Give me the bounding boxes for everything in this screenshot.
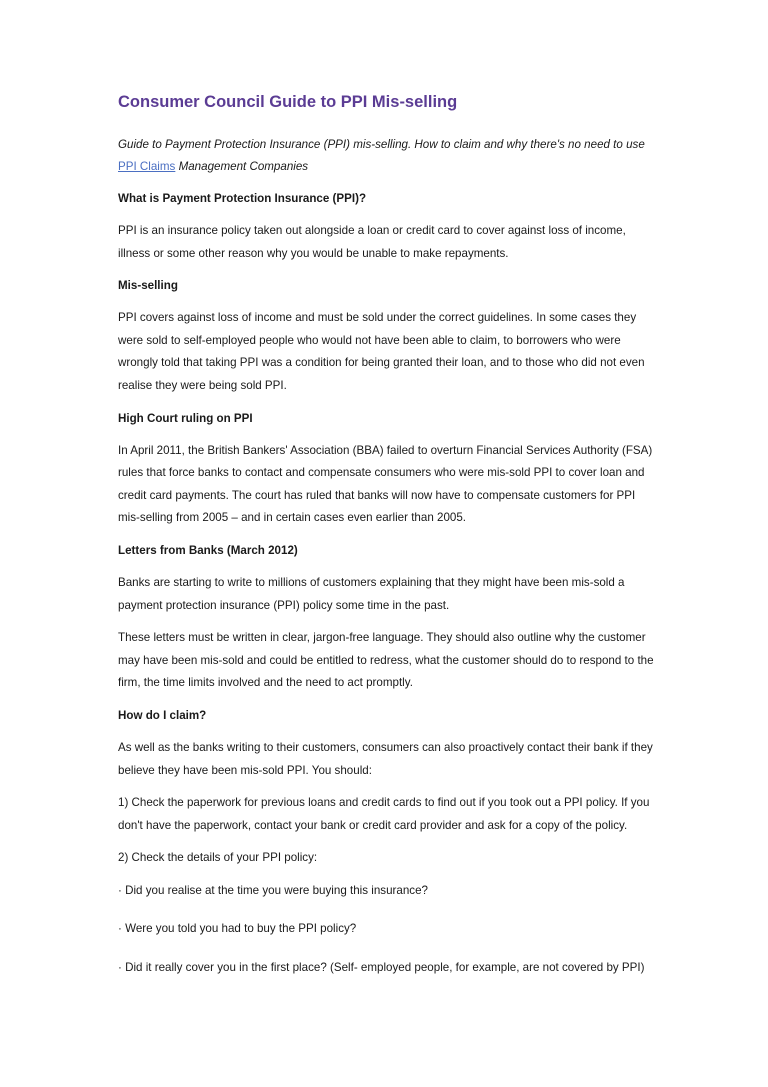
- section-heading-letters: Letters from Banks (March 2012): [118, 543, 298, 557]
- paragraph-claim-step-1: 1) Check the paperwork for previous loans and credit cards to find out if you took out a PPI policy. If you don't have the paperwork, contact your bank or credit card provider and ask for a copy of the policy.: [118, 796, 650, 832]
- paragraph-letters-2: These letters must be written in clear, jargon-free language. They should also outline why the customer may have been mis-sold and could be entitled to redress, what the customer should do to respond to the firm, the time limits involved and the need to act promptly.: [118, 631, 654, 690]
- paragraph-claim-intro: As well as the banks writing to their customers, consumers can also proactively contact their bank if they believe they have been mis-sold PPI. You should:: [118, 740, 653, 777]
- document-title: Consumer Council Guide to PPI Mis-selling: [118, 93, 458, 111]
- paragraph-what-is-ppi: PPI is an insurance policy taken out alongside a loan or credit card to cover against loss of income, illness or some other reason why you would be unable to make repayments.: [118, 224, 626, 260]
- intro-text-end: Management Companies: [175, 160, 309, 173]
- section-heading-high-court: High Court ruling on PPI: [118, 411, 253, 425]
- section-heading-mis-selling: Mis-selling: [118, 279, 178, 293]
- list-item: · Were you told you had to buy the PPI policy?: [118, 922, 357, 936]
- paragraph-claim-step-2: 2) Check the details of your PPI policy:: [118, 851, 318, 865]
- list-item: · Did you realise at the time you were buying this insurance?: [118, 883, 428, 897]
- section-heading-how-to-claim: How do I claim?: [118, 708, 207, 722]
- intro-text: Guide to Payment Protection Insurance (PPI) mis-selling. How to claim and why there's no need to use: [118, 138, 645, 151]
- document-page: [118, 92, 658, 996]
- paragraph-letters-1: Banks are starting to write to millions of customers explaining that they might have been mis-sold a payment protection insurance (PPI) policy some time in the past.: [118, 575, 625, 612]
- paragraph-mis-selling: PPI covers against loss of income and must be sold under the correct guidelines. In some cases they were sold to self-employed people who would not have been able to claim, to borrowers who were wrongly told that taking PPI was a condition for being granted their loan, and to those who did not even realise they were being sold PPI.: [118, 311, 645, 392]
- ppi-claims-link[interactable]: PPI Claims: [118, 160, 176, 173]
- list-item: · Did it really cover you in the first place? (Self- employed people, for example, are not covered by PPI): [118, 961, 645, 975]
- section-heading-what-is-ppi: What is Payment Protection Insurance (PPI)?: [118, 192, 367, 205]
- paragraph-high-court: In April 2011, the British Bankers' Association (BBA) failed to overturn Financial Services Authority (FSA) rules that force banks to contact and compensate consumers who were mis-sold PPI to cover loan and credit card payments. The court has ruled that banks will now have to compensate customers for PPI mis-selling from 2005 – and in certain cases even earlier than 2005.: [118, 443, 653, 525]
- intro-paragraph: [118, 134, 658, 178]
